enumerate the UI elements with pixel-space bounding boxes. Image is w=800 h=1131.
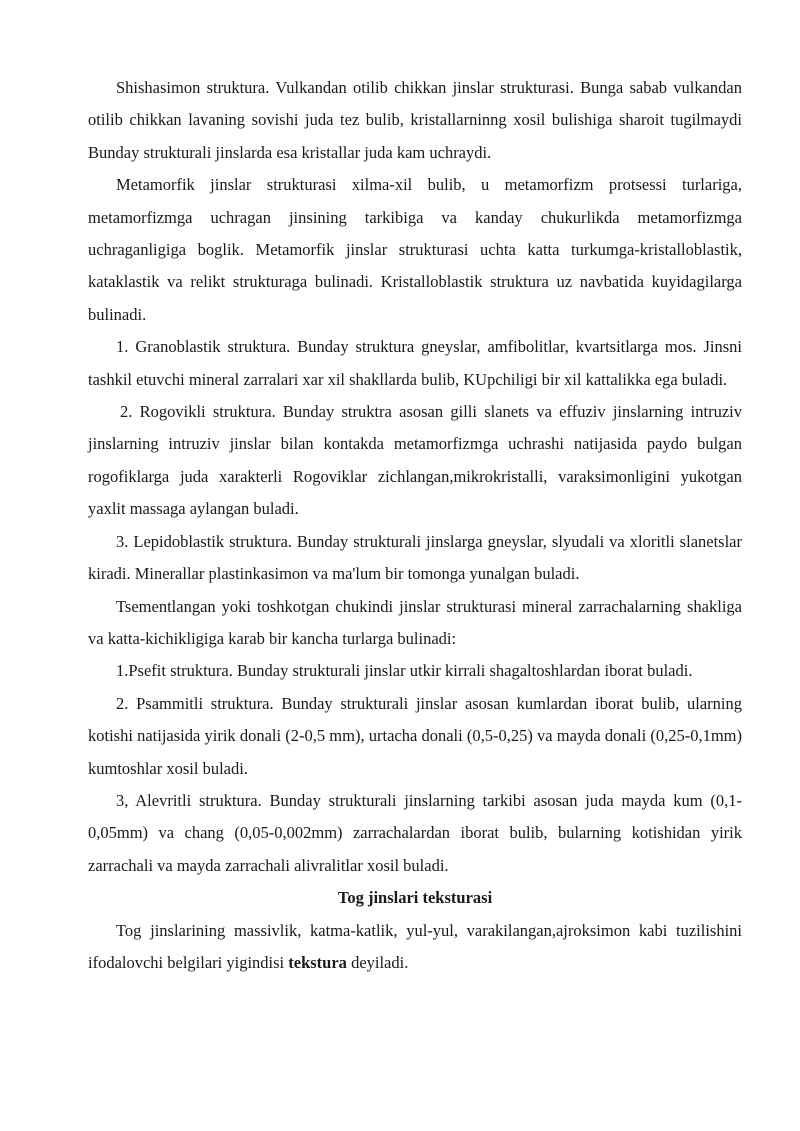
paragraph-metamorfik: Metamorfik jinslar strukturasi xilma-xil bulib, u metamorfizm protsessi turlariga, metamorfizmga uchragan jinsining tarkibiga va kanday chukurlikda metamorfizmga uchraganligiga boglik. Metamorfik jinslar strukturasi uchta katta turkumga-kristalloblastik, kataklastik va relikt strukturaga bulinadi. Kristalloblastik struktura uz navbatida kuyidagilarga bulinadi. xyxy=(88,175,742,324)
document-page xyxy=(88,72,742,979)
tekstura-term: tekstura xyxy=(288,952,347,972)
paragraph-psefit: 1.Psefit struktura. Bunday strukturali jinslar utkir kirrali shagaltoshlardan iborat buladi. xyxy=(116,661,693,681)
section-heading: Tog jinslari teksturasi xyxy=(337,888,493,908)
paragraph-rogovikli: 2. Rogovikli struktura. Bunday struktra asosan gilli slanets va effuziv jinslarning intruziv jinslarning intruziv jinslar bilan kontakda metamorfizmga uchrashi natijasida paydo bulgan rogofiklarga juda xarakterli Rogoviklar zichlangan,mikrokristalli, varaksimonligini yukotgan yaxlit massaga aylangan buladi. xyxy=(88,402,742,519)
paragraph-tsementlangan: Tsementlangan yoki toshkotgan chukindi jinslar strukturasi mineral zarrachalarning shakliga va katta-kichikligiga karab bir kancha turlarga bulinadi: xyxy=(88,596,742,648)
paragraph-granoblastik: 1. Granoblastik struktura. Bunday struktura gneyslar, amfibolitlar, kvartsitlarga mos. Jinsni tashkil etuvchi mineral zarralari xar xil shakllarda bulib, KUpchiligi bir xil kattalikka ega buladi. xyxy=(88,337,742,389)
paragraph-psammitli: 2. Psammitli struktura. Bunday strukturali jinslar asosan kumlardan iborat bulib, ularning kotishi natijasida yirik donali (2-0,5 mm), urtacha donali (0,5-0,25) va mayda donali (0,25-0,1mm) kumtoshlar xosil buladi. xyxy=(88,693,742,778)
paragraph-lepidoblastik: 3. Lepidoblastik struktura. Bunday strukturali jinslarga gneyslar, slyudali va xloritli slanetslar kiradi. Minerallar plastinkasimon va ma'lum bir tomonga yunalgan buladi. xyxy=(88,531,742,584)
tekstura-text-before: Tog jinslarining massivlik, katma-katlik, yul-yul, varakilangan,ajroksimon kabi tuzilishini ifodalovchi belgilari yigindisi xyxy=(88,920,742,972)
paragraph-alevritli: 3, Alevritli struktura. Bunday strukturali jinslarning tarkibi asosan juda mayda kum (0,1-0,05mm) va chang (0,05-0,002mm) zarrachalardan iborat bulib, bularning kotishidan yirik zarrachali va mayda zarrachali alivralitlar xosil buladi. xyxy=(88,790,742,875)
paragraph-shishasimon: Shishasimon struktura. Vulkandan otilib chikkan jinslar strukturasi. Bunga sabab vulkandan otilib chikkan lavaning sovishi juda tez bulib, kristallarninng xosil bulishiga sharoit tugilmaydi Bunday strukturali jinslarda esa kristallar juda kam uchraydi. xyxy=(88,78,742,162)
paragraph-tekstura xyxy=(88,915,742,980)
tekstura-text-after: deyiladi. xyxy=(346,952,409,972)
